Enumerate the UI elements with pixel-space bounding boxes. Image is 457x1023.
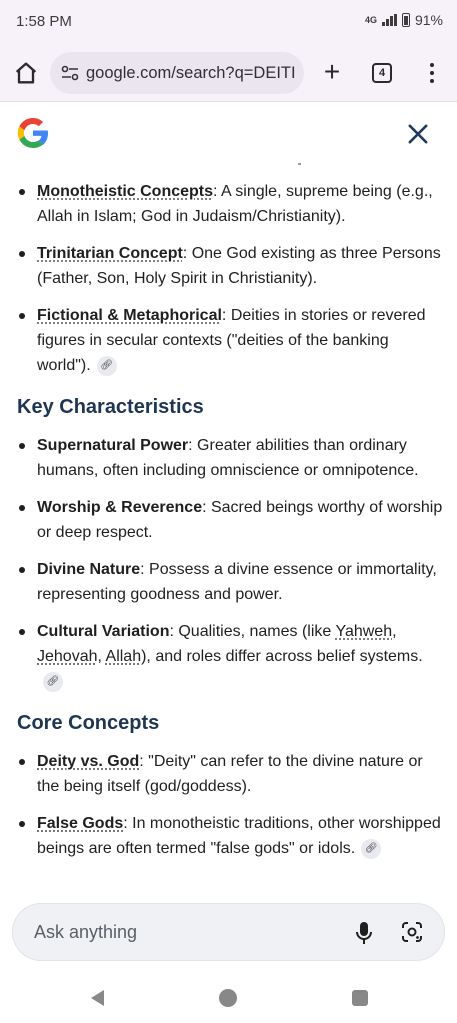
term-link[interactable]: False Gods [37, 815, 124, 832]
home-button[interactable] [12, 59, 40, 87]
browser-toolbar [0, 44, 457, 102]
battery-icon [402, 13, 410, 27]
list-item [37, 433, 443, 483]
term-link[interactable]: Trinitarian Concept [37, 245, 183, 262]
list-item [37, 557, 443, 607]
lens-search-button[interactable] [400, 920, 424, 944]
item-description: : A single, supreme being (e.g., Allah in Islam; God in Judaism/Christianity). [37, 183, 433, 225]
concept-list [0, 179, 457, 378]
source-link-icon[interactable]: 🔗︎ [361, 839, 381, 859]
item-term: Worship & Reverence [37, 499, 203, 516]
item-term: Supernatural Power [37, 437, 189, 454]
jehovah-link[interactable]: Jehovah [37, 648, 98, 665]
characteristics-list [0, 433, 457, 694]
item-term: Divine Nature [37, 561, 141, 578]
google-logo-icon [15, 115, 51, 151]
source-link-icon[interactable]: 🔗︎ [97, 356, 117, 376]
status-icons [365, 12, 443, 28]
network-type-label: 4G [364, 14, 377, 25]
status-bar [0, 0, 457, 44]
list-item [37, 811, 443, 861]
battery-percent: 91% [414, 12, 443, 28]
scroll-fade [0, 163, 457, 179]
ask-input-bar[interactable] [12, 903, 445, 961]
tab-switcher-button[interactable]: 4 [372, 63, 392, 83]
list-item [37, 495, 443, 545]
section-heading: Key Characteristics [17, 396, 204, 418]
item-description: : Qualities, names (like [169, 623, 336, 640]
list-item [37, 749, 443, 799]
google-lens-icon [400, 920, 424, 944]
new-tab-button[interactable]: + [323, 56, 341, 87]
separator-text: , [97, 648, 106, 665]
item-description: : In monotheistic traditions, other worshipped beings are often termed "false gods" or idols. [37, 815, 441, 857]
term-link[interactable]: Deity vs. God [37, 753, 140, 770]
recents-icon[interactable] [352, 990, 368, 1006]
status-time: 1:58 PM [16, 13, 72, 30]
item-description: : Greater abilities than ordinary humans, often including omniscience or omnipotence. [37, 437, 419, 479]
signal-icon [382, 14, 397, 26]
ask-input[interactable]: Ask anything [34, 922, 138, 942]
google-header [0, 103, 457, 163]
section-heading: Core Concepts [17, 712, 160, 734]
core-concepts-list [0, 749, 457, 861]
item-description: : Deities in stories or revered figures in secular contexts ("deities of the banking world"). [37, 307, 426, 374]
item-term: Cultural Variation [37, 623, 170, 640]
close-button[interactable] [404, 120, 432, 148]
source-link-icon[interactable]: 🔗︎ [43, 672, 63, 692]
item-description: ), and roles differ across belief systems. [141, 648, 423, 665]
item-description: : "Deity" can refer to the divine nature or the being itself (god/goddess). [37, 753, 423, 795]
item-description: : One God existing as three Persons (Father, Son, Holy Spirit in Christianity). [37, 245, 441, 287]
ai-overview-content [0, 163, 457, 893]
voice-search-button[interactable] [353, 920, 375, 946]
list-item [37, 241, 443, 291]
list-item [37, 179, 443, 229]
separator-text: , [392, 623, 397, 640]
term-link[interactable]: Monotheistic Concepts [37, 183, 214, 200]
site-settings-icon[interactable] [60, 63, 80, 83]
term-link[interactable]: Fictional & Metaphorical [37, 307, 222, 324]
address-bar[interactable] [50, 52, 304, 94]
list-item [37, 619, 443, 694]
home-icon [12, 59, 40, 87]
url-text: google.com/search?q=DEITI [86, 63, 296, 82]
more-options-button[interactable] [420, 59, 444, 87]
back-icon[interactable] [88, 988, 106, 1008]
item-description: : Sacred beings worthy of worship or deep respect. [37, 499, 443, 541]
allah-link[interactable]: Allah [105, 648, 142, 665]
item-description: : Possess a divine essence or immortality, representing goodness and power. [37, 561, 437, 603]
yahweh-link[interactable]: Yahweh [335, 623, 393, 640]
list-item [37, 303, 443, 378]
home-nav-icon[interactable] [219, 989, 237, 1007]
system-navigation-bar [0, 975, 457, 1023]
microphone-icon [353, 920, 375, 946]
close-icon [404, 120, 432, 148]
